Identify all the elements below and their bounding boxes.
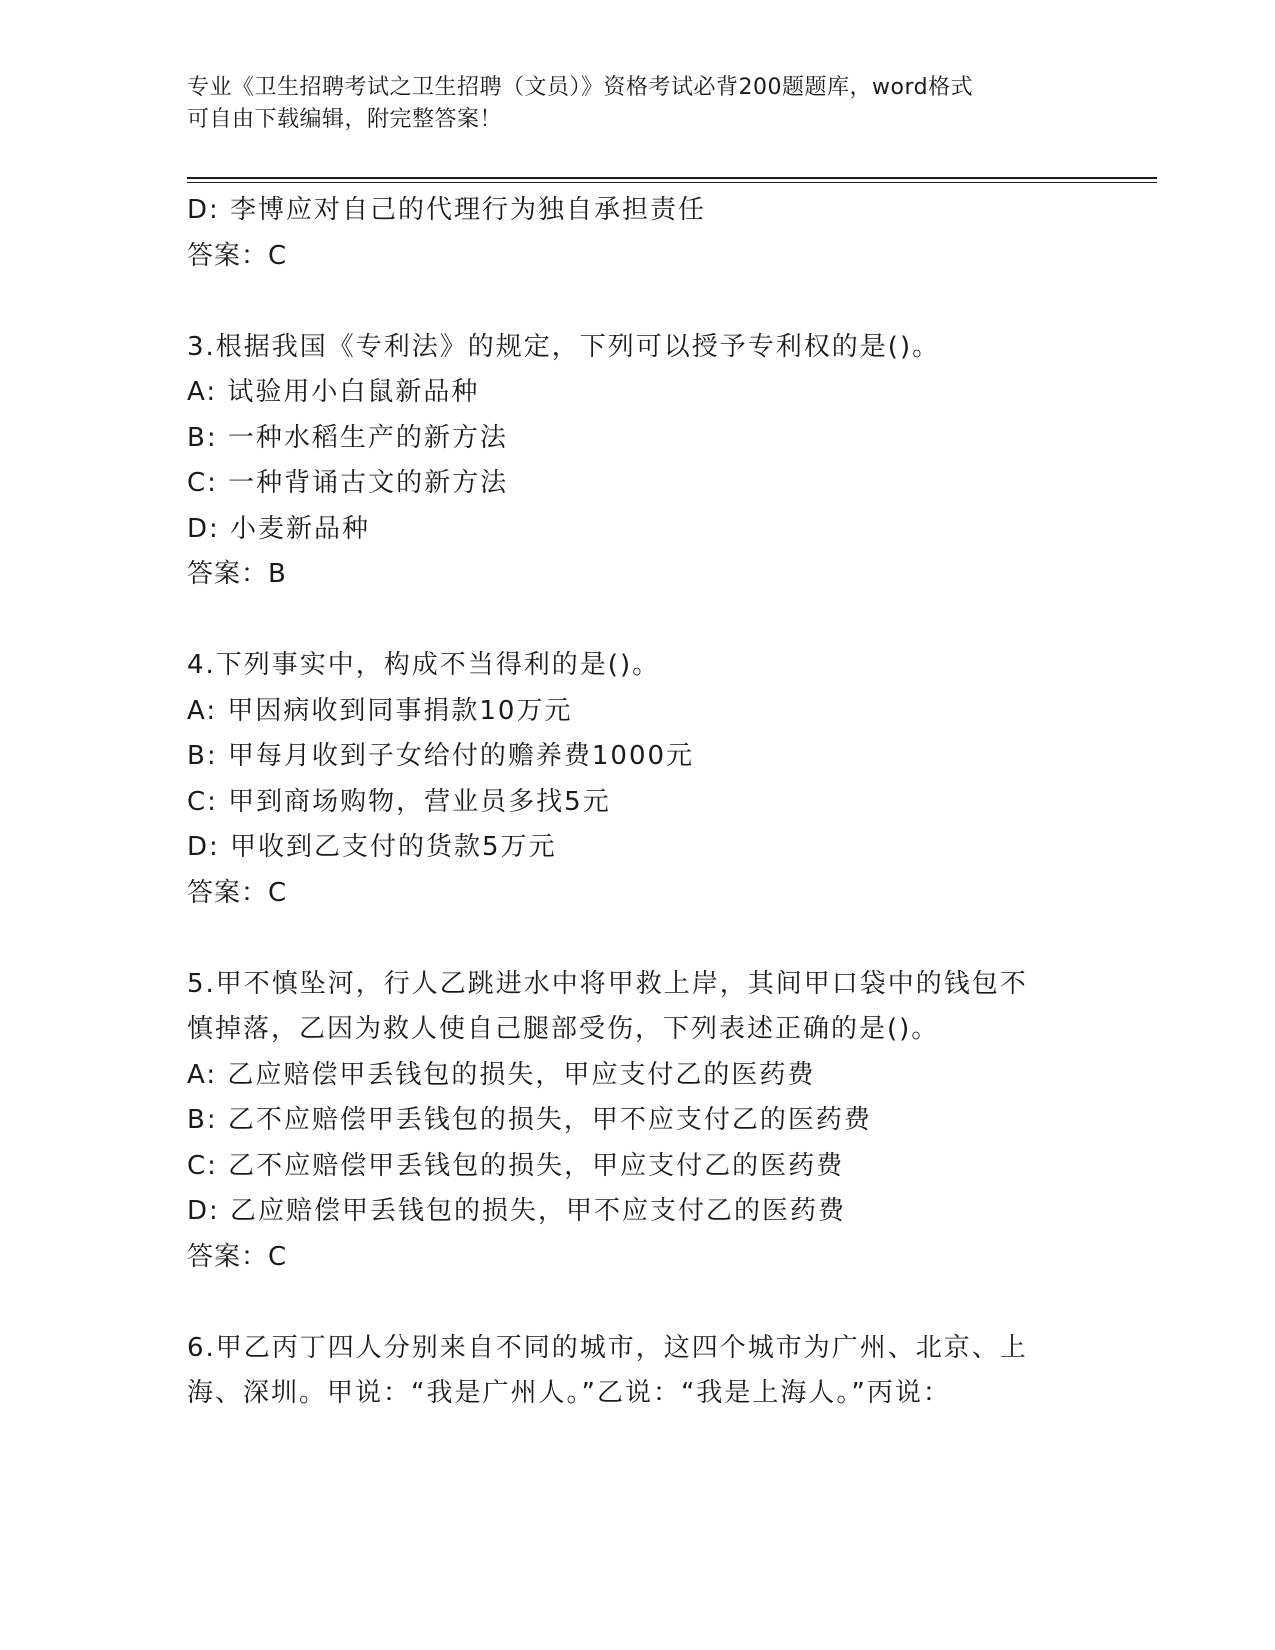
question-6 bbox=[187, 1326, 1087, 1417]
header-title-line-2: 可自由下载编辑，附完整答案！ bbox=[187, 107, 503, 132]
q3-option-b: B: 一种水稻生产的新方法 bbox=[187, 422, 508, 453]
q3-option-d: D: 小麦新品种 bbox=[187, 513, 371, 544]
page-header bbox=[187, 72, 1087, 136]
q6-question-line-2: 海、深圳。甲说：“我是广州人。”乙说：“我是上海人。”丙说： bbox=[187, 1378, 951, 1408]
q4-option-b: B: 甲每月收到子女给付的赡养费1000元 bbox=[187, 741, 695, 771]
header-title-line-1: 专业《卫生招聘考试之卫生招聘（文员）》资格考试必背200题题库，word格式 bbox=[187, 75, 974, 100]
q3-answer: 答案：B bbox=[187, 559, 287, 589]
question-2-tail bbox=[187, 188, 1087, 279]
q5-option-b: B: 乙不应赔偿甲丢钱包的损失，甲不应支付乙的医药费 bbox=[187, 1105, 872, 1135]
q5-question-line-2: 慎掉落，乙因为救人使自己腿部受伤，下列表述正确的是()。 bbox=[187, 1014, 940, 1044]
spacer bbox=[187, 598, 1087, 644]
q3-option-a: A: 试验用小白鼠新品种 bbox=[187, 377, 480, 407]
question-3 bbox=[187, 325, 1087, 598]
q4-answer: 答案：C bbox=[187, 877, 288, 908]
q3-question: 3.根据我国《专利法》的规定，下列可以授予专利权的是()。 bbox=[187, 331, 941, 362]
q6-question-line-1: 6.甲乙丙丁四人分别来自不同的城市，这四个城市为广州、北京、上 bbox=[187, 1332, 1028, 1363]
spacer bbox=[187, 916, 1087, 962]
q4-question: 4.下列事实中，构成不当得利的是()。 bbox=[187, 650, 661, 680]
q5-option-a: A: 乙应赔偿甲丢钱包的损失，甲应支付乙的医药费 bbox=[187, 1059, 816, 1090]
q4-option-d: D: 甲收到乙支付的货款5万元 bbox=[187, 832, 557, 862]
q3-option-c: C: 一种背诵古文的新方法 bbox=[187, 468, 509, 498]
spacer bbox=[187, 1280, 1087, 1326]
header-divider-thick bbox=[187, 177, 1157, 179]
question-4 bbox=[187, 643, 1087, 916]
q5-option-c: C: 乙不应赔偿甲丢钱包的损失，甲应支付乙的医药费 bbox=[187, 1150, 845, 1181]
q5-question-line-1: 5.甲不慎坠河，行人乙跳进水中将甲救上岸，其间甲口袋中的钱包不 bbox=[187, 968, 1028, 999]
q2-answer: 答案：C bbox=[187, 240, 288, 271]
question-list bbox=[187, 188, 1087, 1417]
q5-option-d: D: 乙应赔偿甲丢钱包的损失，甲不应支付乙的医药费 bbox=[187, 1196, 847, 1226]
q4-option-c: C: 甲到商场购物，营业员多找5元 bbox=[187, 786, 611, 817]
header-divider-thin bbox=[187, 182, 1157, 183]
q2-option-d: D: 李博应对自己的代理行为独自承担责任 bbox=[187, 195, 707, 225]
question-5 bbox=[187, 962, 1087, 1281]
spacer bbox=[187, 279, 1087, 325]
q4-option-a: A: 甲因病收到同事捐款10万元 bbox=[187, 695, 573, 726]
q5-answer: 答案：C bbox=[187, 1241, 288, 1272]
